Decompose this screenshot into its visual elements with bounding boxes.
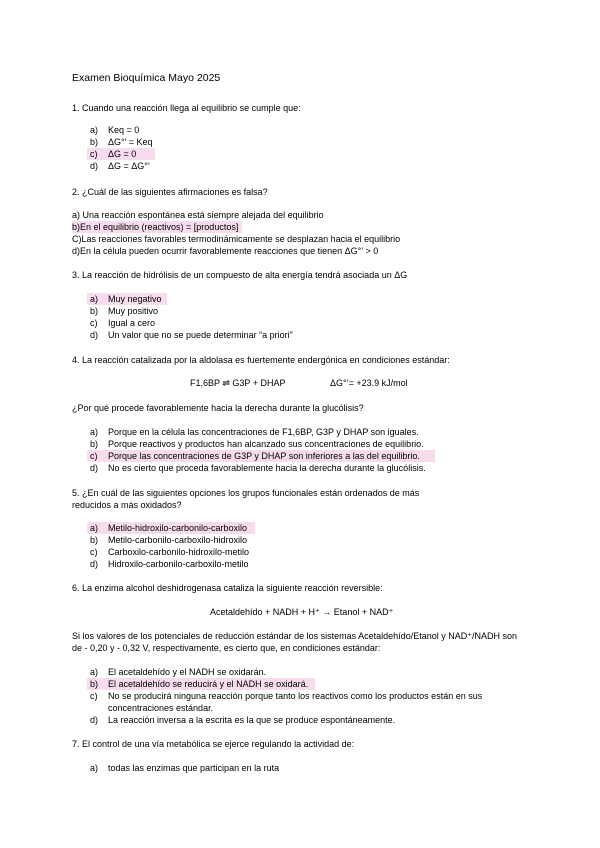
- option-letter: a): [90, 763, 99, 773]
- q5-option-b[interactable]: [0, 534, 600, 546]
- option-text: Igual a cero: [108, 318, 156, 328]
- q3-option-c[interactable]: [0, 317, 600, 329]
- q4-subquestion: ¿Por qué procede favorablemente hacia la derecha durante la glucólisis?: [72, 403, 364, 413]
- question-1: 1. Cuando una reacción llega al equilibrio se cumple que:: [72, 103, 301, 113]
- q5-option-a-highlighted[interactable]: [0, 522, 600, 534]
- option-text: Carboxilo-carbonilo-hidroxilo-metilo: [108, 547, 250, 557]
- option-text: Porque las concentraciones de G3P y DHAP son inferiores a las del equilibrio.: [108, 451, 420, 461]
- option-text: El acetaldehído se reducirá y el NADH se oxidará.: [108, 679, 309, 689]
- q4-option-a[interactable]: [0, 426, 600, 438]
- option-letter: d): [90, 715, 99, 725]
- question-3: 3. La reacción de hidrólisis de un compuesto de alta energía tendrá asociada un ΔG: [72, 270, 408, 280]
- q6-context-line-1: Si los valores de los potenciales de reducción estándar de los sistemas Acetaldehído/Etanol y NAD⁺/NADH son: [72, 631, 517, 641]
- q1-option-c-highlighted[interactable]: [0, 148, 600, 160]
- option-text: Metilo-hidroxilo-carbonilo-carboxilo: [108, 523, 248, 533]
- q4-delta-g: ΔG°’= +23.9 kJ/mol: [330, 378, 408, 388]
- option-letter: a): [90, 667, 99, 677]
- option-letter: c): [90, 149, 98, 159]
- q2-option-a[interactable]: a) Una reacción espontánea está siempre alejada del equilibrio: [72, 210, 324, 220]
- option-text: Porque reactivos y productos han alcanzado sus concentraciones de equilibrio.: [108, 439, 424, 449]
- option-letter: b): [90, 679, 99, 689]
- q1-option-a[interactable]: [0, 124, 600, 136]
- option-text: Keq = 0: [108, 125, 140, 135]
- q4-option-c-highlighted[interactable]: [0, 450, 600, 462]
- q5-option-d[interactable]: [0, 558, 600, 570]
- option-letter: a): [90, 125, 99, 135]
- question-4: 4. La reacción catalizada por la aldolasa es fuertemente endergónica en condiciones estándar:: [72, 355, 450, 365]
- option-letter: c): [90, 318, 98, 328]
- option-text: ΔG°’ = Keq: [108, 137, 153, 147]
- option-text-continuation: concentraciones estándar.: [108, 703, 214, 713]
- question-7: 7. El control de una vía metabólica se ejerce regulando la actividad de:: [72, 739, 355, 749]
- q3-option-b[interactable]: [0, 305, 600, 317]
- q3-option-d[interactable]: [0, 329, 600, 341]
- option-letter: d): [90, 559, 99, 569]
- question-5-line-1: 5. ¿En cuál de las siguientes opciones los grupos funcionales están ordenados de más: [72, 488, 420, 498]
- option-letter: c): [90, 451, 98, 461]
- option-text: El acetaldehído y el NADH se oxidarán.: [108, 667, 267, 677]
- q1-option-d[interactable]: [0, 160, 600, 172]
- option-text: No se producirá ninguna reacción porque tanto los reactivos como los productos están en sus: [108, 691, 483, 701]
- option-text: ΔG = ΔG°’: [108, 161, 150, 171]
- q3-option-a-highlighted[interactable]: [0, 293, 600, 305]
- page-title: Examen Bioquímica Mayo 2025: [72, 72, 221, 84]
- option-letter: d): [90, 463, 99, 473]
- q4-option-d[interactable]: [0, 462, 600, 474]
- q4-reaction: F1,6BP ⇌ G3P + DHAP: [190, 378, 286, 388]
- option-text: Un valor que no se puede determinar “a priori”: [108, 330, 293, 340]
- option-text: ΔG = 0: [108, 149, 137, 159]
- option-text: Muy negativo: [108, 294, 162, 304]
- option-letter: a): [90, 294, 99, 304]
- option-text: Hidroxilo-carbonilo-carboxilo-metilo: [108, 559, 249, 569]
- option-letter: d): [90, 161, 99, 171]
- q6-option-d[interactable]: [0, 714, 600, 726]
- option-letter: a): [90, 427, 99, 437]
- q7-option-a[interactable]: [0, 762, 600, 774]
- question-2: 2. ¿Cuál de las siguientes afirmaciones es falsa?: [72, 187, 268, 197]
- option-text: La reacción inversa a la escrita es la que se produce espontáneamente.: [108, 715, 396, 725]
- q4-option-b[interactable]: [0, 438, 600, 450]
- option-text: Porque en la célula las concentraciones de F1,6BP, G3P y DHAP son iguales.: [108, 427, 419, 437]
- option-text: Metilo-carbonilo-carboxilo-hidroxilo: [108, 535, 248, 545]
- question-5-line-2: reducidos a más oxidados?: [72, 500, 182, 510]
- option-letter: b): [90, 535, 99, 545]
- q2-option-b-highlighted[interactable]: b)En el equilibrio (reactivos) = [productos]: [72, 221, 242, 233]
- option-letter: a): [90, 523, 99, 533]
- q6-option-c[interactable]: [0, 690, 600, 714]
- q6-reaction: Acetaldehído + NADH + H⁺ → Etanol + NAD⁺: [210, 607, 394, 617]
- q6-context-line-2: de - 0,20 y - 0,32 V, respectivamente, es cierto que, en condiciones estándar:: [72, 643, 381, 653]
- q2-option-d[interactable]: d)En la célula pueden ocurrir favorablemente reacciones que tienen ΔG°’ > 0: [72, 246, 379, 256]
- q6-option-a[interactable]: [0, 666, 600, 678]
- option-text: No es cierto que proceda favorablemente hacia la derecha durante la glucólisis.: [108, 463, 426, 473]
- option-letter: d): [90, 330, 99, 340]
- q5-option-c[interactable]: [0, 546, 600, 558]
- option-letter: c): [90, 547, 98, 557]
- q6-option-b-highlighted[interactable]: [0, 678, 600, 690]
- option-letter: b): [90, 439, 99, 449]
- option-text: Muy positivo: [108, 306, 159, 316]
- question-6: 6. La enzima alcohol deshidrogenasa cataliza la siguiente reacción reversible:: [72, 583, 383, 593]
- option-letter: b): [90, 137, 99, 147]
- option-text: todas las enzimas que participan en la ruta: [108, 763, 280, 773]
- option-letter: c): [90, 691, 98, 701]
- q2-option-c[interactable]: C)Las reacciones favorables termodinámicamente se desplazan hacia el equilibrio: [72, 234, 401, 244]
- q1-option-b[interactable]: [0, 136, 600, 148]
- option-letter: b): [90, 306, 99, 316]
